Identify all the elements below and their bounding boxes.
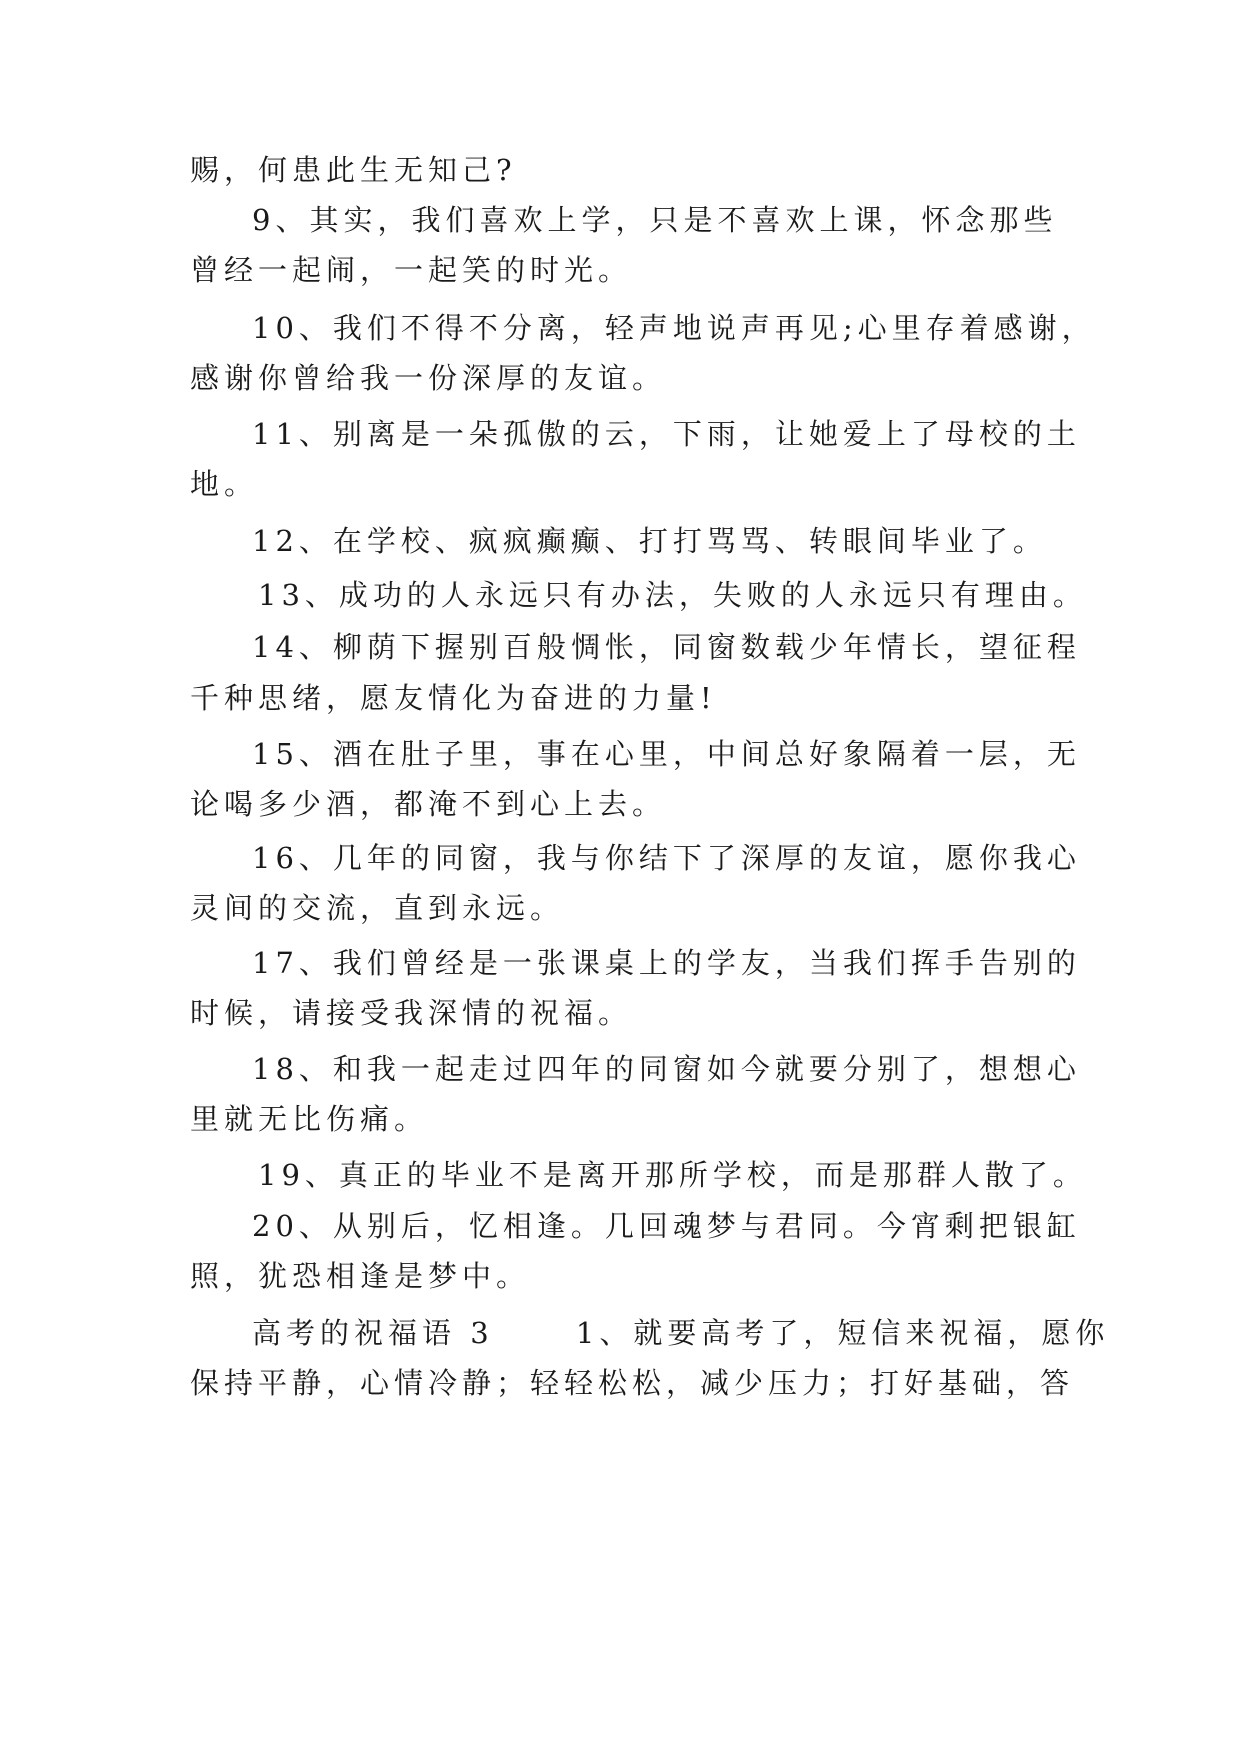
text-line: 里就无比伤痛。 — [190, 1102, 429, 1136]
text-line: 保持平静，心情冷静；轻轻松松，减少压力；打好基础，答 — [190, 1366, 1075, 1400]
text-line: 曾经一起闹，一起笑的时光。 — [190, 253, 633, 287]
text-line: 18、和我一起走过四年的同窗如今就要分别了，想想心 — [252, 1052, 1081, 1086]
text-line: 12、在学校、疯疯癫癫、打打骂骂、转眼间毕业了。 — [252, 524, 1047, 558]
text-line: 13、成功的人永远只有办法，失败的人永远只有理由。 — [258, 578, 1087, 612]
text-line: 照，犹恐相逢是梦中。 — [190, 1259, 531, 1293]
text-line: 9、其实，我们喜欢上学，只是不喜欢上课，怀念那些 — [252, 203, 1058, 237]
text-line: 感谢你曾给我一份深厚的友谊。 — [190, 361, 667, 395]
text-line: 赐，何患此生无知己? — [190, 153, 517, 187]
text-line: 时候，请接受我深情的祝福。 — [190, 996, 633, 1030]
text-line: 17、我们曾经是一张课桌上的学友，当我们挥手告别的 — [252, 946, 1081, 980]
text-line: 千种思绪，愿友情化为奋进的力量! — [190, 681, 717, 715]
text-line: 20、从别后，忆相逢。几回魂梦与君同。今宵剩把银缸 — [252, 1209, 1081, 1243]
text-line: 地。 — [190, 467, 259, 501]
text-line: 14、柳荫下握别百般惆怅，同窗数载少年情长，望征程 — [252, 630, 1081, 664]
text-line: 15、酒在肚子里，事在心里，中间总好象隔着一层，无 — [252, 737, 1081, 771]
text-line: 10、我们不得不分离，轻声地说声再见;心里存着感谢， — [252, 311, 1096, 345]
text-line: 19、真正的毕业不是离开那所学校，而是那群人散了。 — [258, 1158, 1087, 1192]
text-line: 灵间的交流，直到永远。 — [190, 891, 565, 925]
text-line: 11、别离是一朵孤傲的云，下雨，让她爱上了母校的土 — [252, 417, 1081, 451]
text-line: 论喝多少酒，都淹不到心上去。 — [190, 787, 667, 821]
text-line: 16、几年的同窗，我与你结下了深厚的友谊，愿你我心 — [252, 841, 1081, 875]
text-line: 高考的祝福语 3 1、就要高考了，短信来祝福，愿你 — [252, 1316, 1110, 1350]
